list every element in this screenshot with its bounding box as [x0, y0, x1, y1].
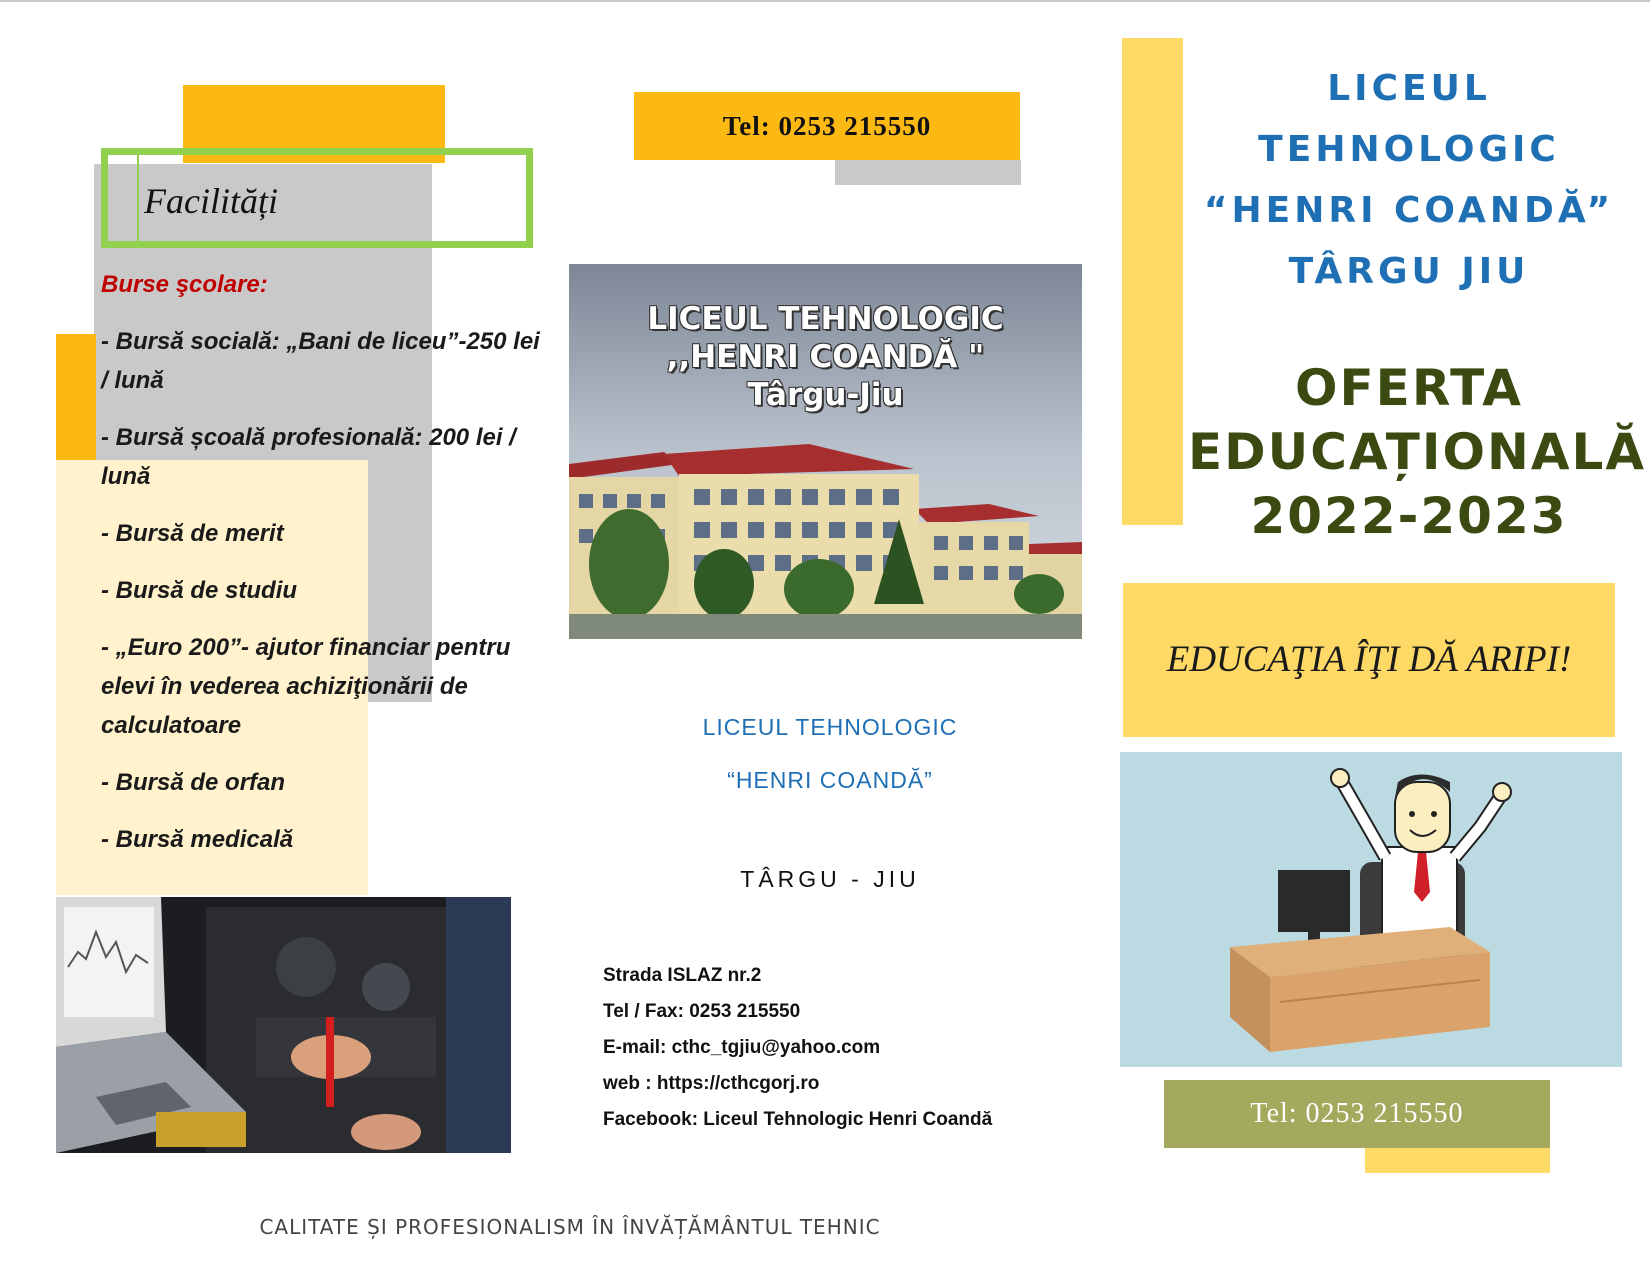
cover-offer-title: [1188, 356, 1647, 548]
cover-school-name: [1188, 58, 1630, 302]
scholarship-item: - Bursă medicală: [101, 826, 294, 853]
cover-offer-line: OFERTA: [1295, 359, 1523, 417]
motto-text: EDUCAŢIA ÎŢI DĂ ARIPI!: [1166, 639, 1572, 680]
scholarship-item: - Bursă socială: „Bani de liceu”-250 lei / lună: [101, 328, 540, 394]
tel-bottom-text: Tel: 0253 215550: [1250, 1098, 1464, 1129]
orange-side-accent: [56, 334, 96, 460]
cover-offer-line: 2022-2023: [1250, 487, 1568, 545]
cover-school-line: TEHNOLOGIC: [1258, 129, 1560, 170]
scholarship-item: - „Euro 200”- ajutor financiar pentru elevi în vederea achiziţionării de calculatoare: [101, 634, 511, 739]
tel-bottom-accent: [1365, 1145, 1550, 1173]
footer-slogan: CALITATE ȘI PROFESIONALISM ÎN ÎNVĂȚĂMÂNTUL TEHNIC: [259, 1215, 881, 1239]
scholarship-item: - Bursă de studiu: [101, 577, 298, 604]
happy-office-worker-illustration: [1120, 752, 1622, 1067]
scholarship-list: [101, 322, 541, 877]
cover-offer-line: EDUCAȚIONALĂ: [1188, 423, 1647, 481]
contact-phone: Tel / Fax: 0253 215550: [603, 1001, 801, 1022]
contact-facebook: Facebook: Liceul Tehnologic Henri Coandă: [603, 1109, 993, 1130]
school-city: TÂRGU - JIU: [740, 866, 920, 892]
school-name-line1: LICEUL TEHNOLOGIC: [702, 714, 958, 740]
school-name-line2: “HENRI COANDĂ”: [727, 767, 933, 793]
scholarships-heading: Burse şcolare:: [101, 271, 268, 298]
tel-badge-shadow: [835, 160, 1021, 185]
photo-caption-line: LICEUL TEHNOLOGIC: [647, 301, 1004, 337]
tel-badge-text: Tel: 0253 215550: [722, 111, 932, 141]
cover-school-line: “HENRI COANDĂ”: [1203, 190, 1615, 231]
photo-caption-line: ,,HENRI COANDĂ ": [666, 339, 985, 375]
frame-inner-line: [137, 155, 139, 241]
scholarship-item: - Bursă școală profesională: 200 lei / lună: [101, 424, 516, 490]
yellow-accent-bar: [1122, 38, 1183, 525]
cover-school-line: TÂRGU JIU: [1288, 251, 1530, 292]
contact-web: web : https://cthcgorj.ro: [603, 1073, 820, 1094]
scholarship-item: - Bursă de orfan: [101, 769, 286, 796]
scholarship-item: - Bursă de merit: [101, 520, 284, 547]
engine-diagnostics-photo: [56, 897, 511, 1153]
photo-caption-line: Târgu-Jiu: [747, 377, 904, 413]
contact-block: [603, 958, 992, 1138]
top-border-line: [0, 0, 1650, 2]
photo-caption: [569, 300, 1082, 414]
contact-address: Strada ISLAZ nr.2: [603, 965, 762, 986]
cover-school-line: LICEUL: [1327, 68, 1491, 109]
facilities-title: Facilități: [144, 181, 278, 221]
contact-email: E-mail: cthc_tgjiu@yahoo.com: [603, 1037, 881, 1058]
